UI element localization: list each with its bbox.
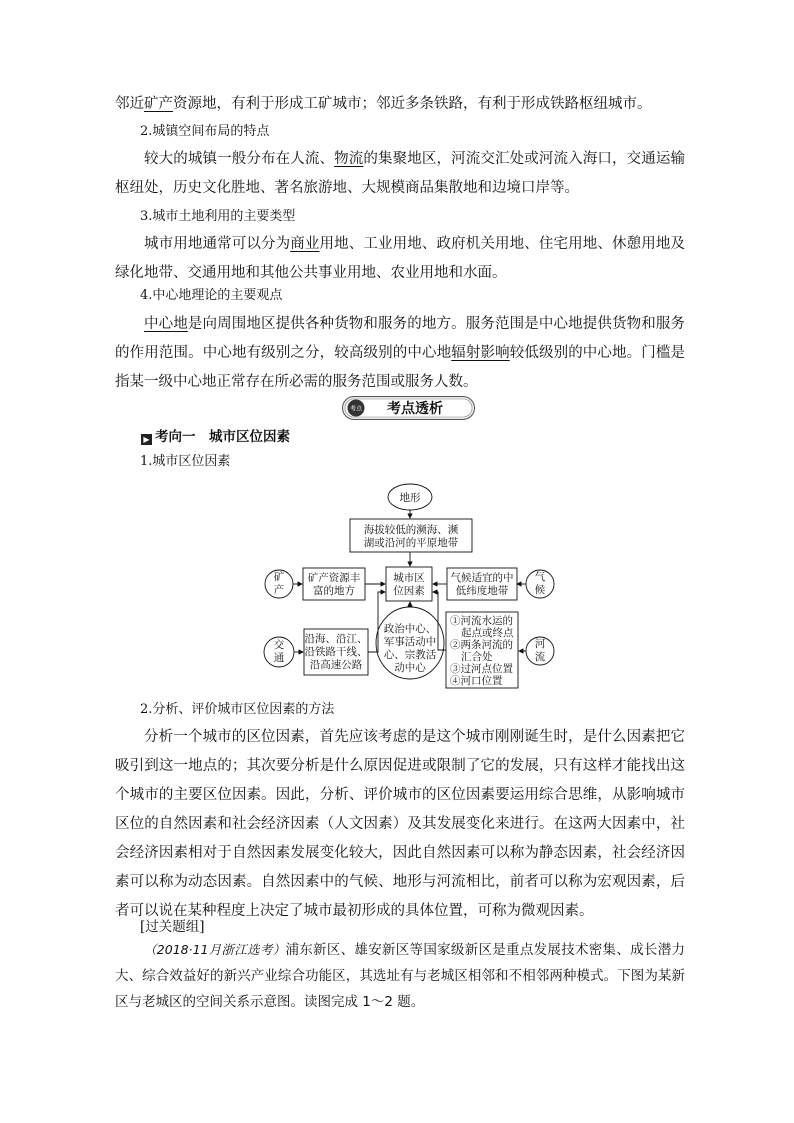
- mineral-box-label: 富的地方: [313, 585, 355, 597]
- transport-box-label: 沿高速公路: [309, 659, 363, 671]
- section-heading: 4.中心地理论的主要观点: [140, 288, 283, 303]
- section-paragraph: 中心地是向周围地区提供各种货物和服务的地方。服务范围是中心地提供货物和服务的作用范围。中心地有级别之分，较高级别的中心地辐射影响较低级别的中心地。门槛是指某一级中心地正常存在所必需的服务范围或服务人数。: [115, 316, 686, 390]
- politics-label: 动中心: [394, 662, 426, 674]
- transport-label: 通: [273, 652, 285, 664]
- politics-label: 政治中心、: [383, 623, 437, 635]
- underlined-term: 矿产: [144, 96, 173, 112]
- plain-label: 湖或沿河的平原地带: [363, 537, 459, 549]
- underlined-term: 商业: [290, 236, 320, 252]
- location-factors-diagram: [262, 480, 558, 690]
- river-box-label: ④河口位置: [450, 675, 503, 687]
- center-label: 城市区: [393, 572, 425, 584]
- banner-title: 考点透析: [387, 401, 443, 417]
- river-label: 河: [534, 638, 546, 650]
- river-box-label: ②两条河流的: [450, 639, 513, 651]
- mineral-box-label: 矿产资源丰: [307, 572, 361, 584]
- underlined-term: 中心地: [144, 316, 188, 332]
- section-heading: 3.城市土地利用的主要类型: [140, 209, 296, 224]
- river-box-label: 起点或终点: [461, 627, 514, 639]
- section-heading: 2.分析、评价城市区位因素的方法: [140, 702, 335, 717]
- transport-box-label: 沿铁路干线、: [304, 646, 368, 658]
- plain-label: 海拔较低的濒海、濒: [363, 524, 459, 536]
- section-paragraph: 城市用地通常可以分为商业用地、工业用地、政府机关用地、住宅用地、休憩用地及绿化地带、交通用地和其他公共事业用地、农业用地和水面。: [115, 236, 685, 281]
- politics-label: 心、宗教活: [383, 649, 437, 661]
- section-banner: [342, 396, 475, 420]
- figure-heading: 1.城市区位因素: [140, 454, 231, 469]
- underlined-term: 辐射影响: [451, 345, 510, 361]
- climate-label: 气: [534, 571, 546, 583]
- climate-box-label: 气候适宜的中: [450, 572, 514, 584]
- mineral-label: 产: [273, 584, 285, 596]
- underlined-term: 物流: [334, 151, 364, 167]
- transport-box-label: 沿海、沿江、: [304, 633, 368, 645]
- river-box-label: ①河流水运的: [450, 615, 513, 627]
- river-box-label: 汇合处: [461, 651, 493, 663]
- section-heading: 2.城镇空间布局的特点: [140, 124, 270, 139]
- mineral-label: 矿: [273, 571, 285, 583]
- topic-label: ▶ 考向一 城市区位因素: [141, 428, 290, 446]
- play-icon: ▶: [141, 434, 152, 445]
- method-paragraph: 分析一个城市的区位因素，首先应该考虑的是这个城市刚刚诞生时，是什么因素把它吸引到这一地点的；其次要分析是什么原因促进或限制了它的发展，只有这样才能找出这个城市的主要区位因素。因此，分析、评价城市的区位因素要运用综合思维，从影响城市区位的自然因素和社会经济因素（人文因素）及其发展变化来进行。在这两大因素中，社会经济因素相对于自然因素发展变化较大，因此自然因素可以称为静态因素，社会经济因素可以称为动态因素。自然因素中的气候、地形与河流相比，前者可以称为宏观因素，后者可以说在某种程度上决定了城市最初形成的具体位置，可称为微观因素。: [115, 729, 685, 919]
- climate-label: 候: [534, 584, 546, 596]
- river-box-label: ③过河点位置: [450, 663, 513, 675]
- river-label: 流: [534, 651, 546, 663]
- question-source: （2018·11月浙江选考）: [144, 942, 286, 957]
- politics-label: 军事活动中: [383, 636, 437, 648]
- climate-box-label: 低纬度地带: [455, 585, 509, 597]
- practice-paragraph: （2018·11月浙江选考）浦东新区、雄安新区等国家级新区是重点发展技术密集、成长潜力大、综合效益好的新兴产业综合功能区，其选址有与老城区相邻和不相邻两种模式。下图为某新区与老城区的空间关系示意图。读图完成 1～2 题。: [115, 942, 685, 1010]
- terrain-label: 地形: [399, 492, 421, 504]
- intro-paragraph: 邻近矿产资源地，有利于形成工矿城市；邻近多条铁路，有利于形成铁路枢纽城市。: [115, 96, 652, 112]
- practice-label: [过关题组]: [140, 919, 205, 935]
- center-label: 位因素: [393, 585, 425, 597]
- transport-label: 交: [273, 639, 285, 651]
- section-paragraph: 较大的城镇一般分布在人流、物流的集聚地区，河流交汇处或河流入海口，交通运输枢纽处，历史文化胜地、著名旅游地、大规模商品集散地和边境口岸等。: [115, 151, 685, 196]
- badge-text: 考点: [349, 405, 363, 413]
